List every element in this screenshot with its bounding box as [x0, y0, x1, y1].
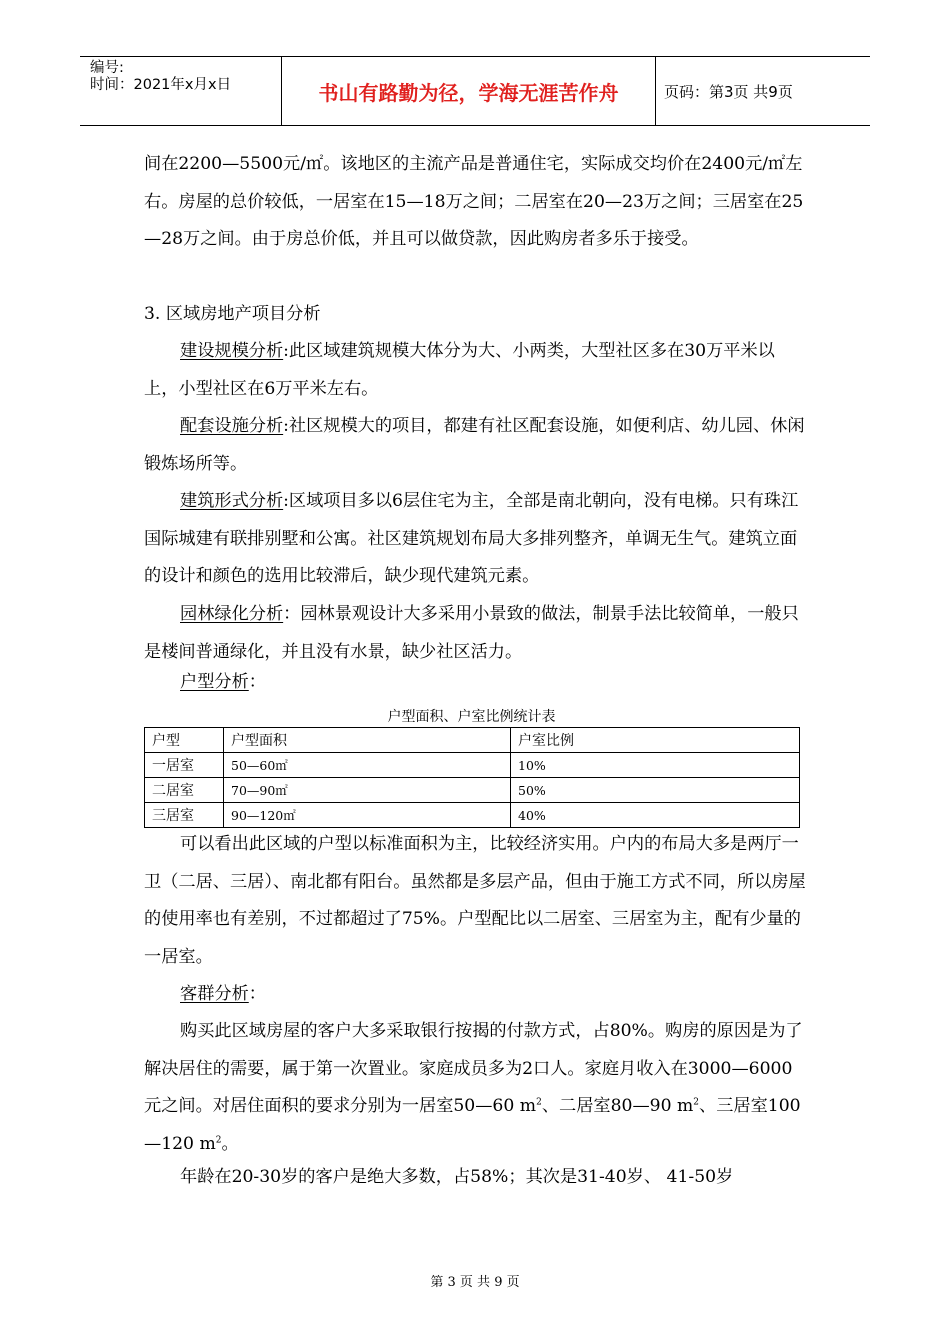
superscript: 2	[536, 1097, 542, 1108]
paragraph-form	[144, 483, 809, 596]
scale-text: :此区域建筑规模大体分为大、小两类，大型社区多在30万平米以上，小型社区在6万平米左右。	[144, 341, 775, 399]
unit-analysis-heading	[180, 664, 266, 702]
number-label: 编号:	[90, 60, 124, 76]
table-cell: 10%	[511, 753, 800, 778]
superscript: 2	[215, 1134, 222, 1145]
paragraph-age: 年龄在20-30岁的客户是绝大多数，占58%；其次是31-40岁、 41-50岁	[180, 1167, 734, 1187]
header-cell: 户室比例	[511, 728, 800, 753]
table-row	[145, 778, 800, 803]
table-cell: 50%	[511, 778, 800, 803]
customer-text-5: 。	[221, 1133, 239, 1154]
header-cell: 户型面积	[224, 728, 511, 753]
table-cell: 三居室	[145, 803, 224, 828]
facility-label: 配套设施分析	[180, 416, 284, 436]
table-cell: 90—120㎡	[224, 803, 511, 828]
time-label: 时间：2021年x月x日	[90, 77, 232, 93]
garden-text: ：园林景观设计大多采用小景致的做法，制景手法比较简单，一般只是楼间普通绿化，并且没有水景，缺少社区活力。	[144, 604, 799, 662]
table-cell: 50—60㎡	[224, 753, 511, 778]
customer-label: 客群分析	[180, 984, 249, 1004]
unit-label: 户型分析	[180, 672, 249, 692]
paragraph-facility	[144, 408, 809, 483]
table-row	[145, 753, 800, 778]
form-text: :区域项目多以6层住宅为主，全部是南北朝向，没有电梯。只有珠江国际城建有联排别墅和公寓。社区建筑规划布局大多排列整齐，单调无生气。建筑立面的设计和颜色的选用比较滞后，缺少现代建筑元素。	[144, 491, 799, 586]
paragraph-scale	[144, 333, 809, 408]
paragraph-garden	[144, 596, 809, 671]
customer-text-1: 购买此区域房屋的客户大多采取银行按揭的付款方式，占80%。购房的原因是为了解决居住的需要，属于第一次置业。家庭成员多为2口人。家庭月收入在3000—6000元之间。对居住面积的要求分别为一居室50—60 m	[144, 1021, 803, 1116]
header-left-cell	[80, 57, 282, 125]
table-cell: 二居室	[145, 778, 224, 803]
section-heading-3: 3. 区域房地产项目分析	[144, 304, 321, 324]
unit-colon: ：	[248, 672, 266, 692]
table-cell: 一居室	[145, 753, 224, 778]
table-caption: 户型面积、户室比例统计表	[387, 709, 556, 725]
header-cell: 户型	[145, 728, 224, 753]
garden-label: 园林绿化分析	[180, 604, 284, 624]
customer-text-3: 80—90 m	[610, 1096, 694, 1116]
customer-text-4: 、三居室100—120 m	[144, 1096, 801, 1154]
page-header	[80, 56, 870, 126]
page-footer: 第 3 页 共 9 页	[430, 1275, 520, 1290]
table-header-row	[145, 728, 800, 753]
customer-analysis-heading	[180, 976, 266, 1014]
facility-text: :社区规模大的项目，都建有社区配套设施，如便利店、幼儿园、休闲锻炼场所等。	[144, 416, 805, 474]
paragraph-after-table: 可以看出此区域的户型以标准面积为主，比较经济实用。户内的布局大多是两厅一卫（二居、三居）、南北都有阳台。虽然都是多层产品，但由于施工方式不同，所以房屋的使用率也有差别，不过都超过了75%。户型配比以二居室、三居室为主，配有少量的一居室。	[144, 834, 806, 967]
header-motto: 书山有路勤为径，学海无涯苦作舟	[282, 57, 656, 125]
paragraph-price: 间在2200—5500元/㎡。该地区的主流产品是普通住宅，实际成交均价在2400元/㎡左右。房屋的总价较低，一居室在15—18万之间；二居室在20—23万之间；三居室在25—28万之间。由于房总价低，并且可以做贷款，因此购房者多乐于接受。	[144, 154, 804, 249]
customer-text-2: 、二居室	[541, 1096, 611, 1116]
paragraph-customer	[144, 1013, 809, 1163]
form-label: 建筑形式分析	[180, 491, 284, 511]
table-cell: 40%	[511, 803, 800, 828]
header-page-code: 页码：第3页 共9页	[664, 82, 793, 101]
customer-colon: ：	[248, 984, 266, 1004]
superscript: 2	[693, 1097, 700, 1108]
unit-table	[144, 727, 800, 828]
scale-label: 建设规模分析	[180, 341, 284, 361]
table-cell: 70—90㎡	[224, 778, 511, 803]
table-row	[145, 803, 800, 828]
